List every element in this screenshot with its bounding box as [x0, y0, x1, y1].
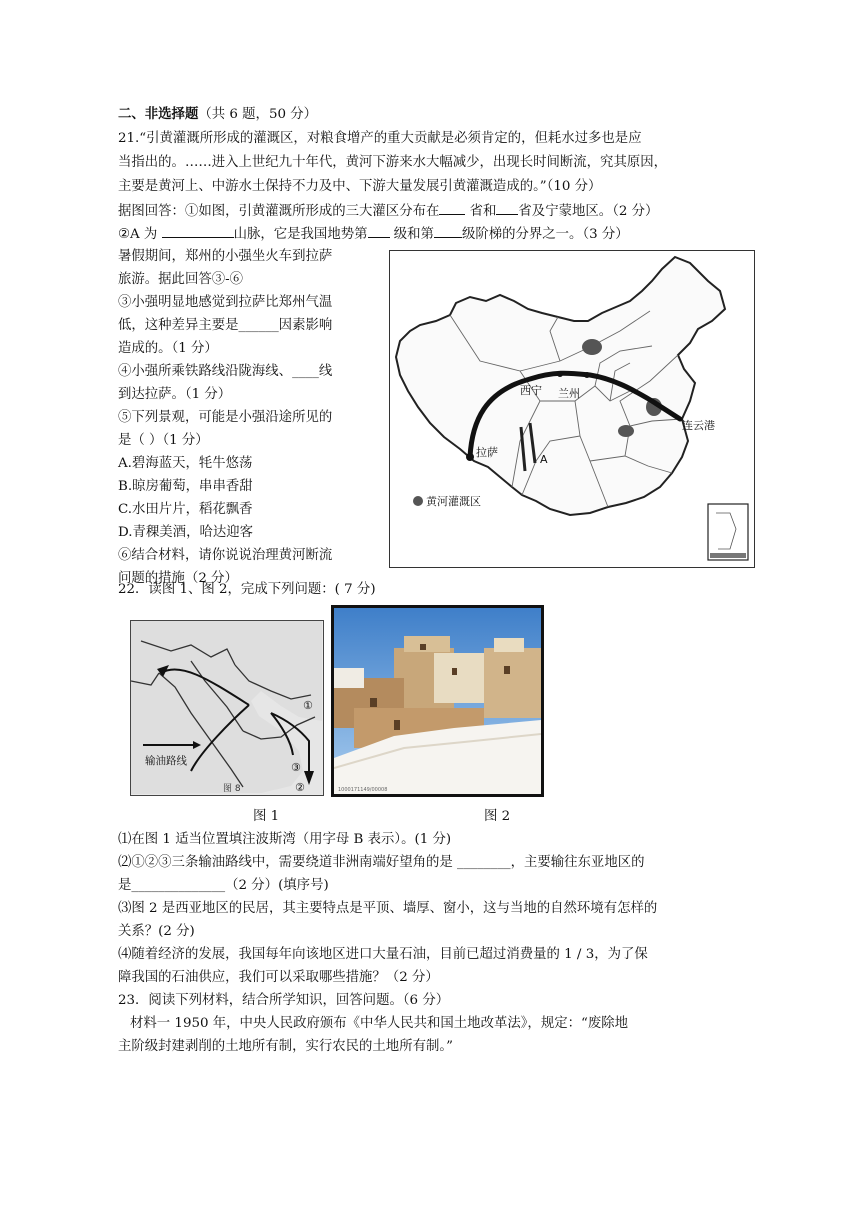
q21-left-line: 低，这种差异主要是______因素影响 — [118, 318, 333, 333]
q23-title: 23．阅读下列材料，结合所学知识，回答问题。（6 分） — [118, 993, 450, 1008]
q21-part-1-text-c: 省及宁蒙地区。（2 分） — [518, 204, 659, 219]
q21-left-line: 旅游。据此回答③-⑥ — [118, 272, 244, 287]
answer-blank[interactable] — [368, 222, 390, 238]
legend-irrigation: 黄河灌溉区 — [426, 495, 481, 508]
q21-left-line: ⑤下列景观，可能是小强沿途所见的 — [118, 410, 333, 425]
route-marker-2: ② — [295, 781, 305, 794]
q21-part-2-text-b: 山脉，它是我国地势第 — [233, 227, 368, 242]
q21-part-1-text-b: 省和 — [465, 204, 497, 219]
q21-left-line: ④小强所乘铁路线沿陇海线、____线 — [118, 364, 333, 379]
label-xining: 西宁 — [520, 384, 542, 397]
china-map — [389, 250, 755, 568]
q22-item-2: ⑵①②③三条输油路线中，需要绕道非洲南端好望角的是 ________，主要输往东亚地区的 — [118, 855, 645, 870]
map-small-caption: 图 8 — [223, 784, 241, 794]
q21-left-line: ③小强明显地感觉到拉萨比郑州气温 — [118, 295, 333, 310]
q21-part-2-text-c: 级和第 — [389, 227, 434, 242]
section-note: （共 6 题，50 分） — [198, 107, 318, 122]
china-map-drawing — [390, 251, 753, 566]
q21-left-line: 造成的。（1 分） — [118, 341, 218, 356]
route-marker-1: ① — [303, 699, 313, 712]
q21-left-line: ⑥结合材料，请你说说治理黄河断流 — [118, 548, 333, 563]
option-c: C.水田片片，稻花飘香 — [118, 502, 253, 517]
option-d: D.青稞美酒，哈达迎客 — [118, 525, 254, 540]
fig1-caption: 图 1 — [253, 809, 280, 824]
q21-left-line: 是（ ）（1 分） — [118, 433, 209, 448]
q21-part-2 — [118, 222, 629, 246]
q21-line-1: 21.“引黄灌溉所形成的灌溉区，对粮食增产的重大贡献是必须肯定的，但耗水过多也是应 — [118, 131, 642, 146]
q22-item-2-cont: 是______________（2 分）(填序号) — [118, 878, 329, 893]
q22-item-3-cont: 关系？(2 分) — [118, 924, 195, 939]
q21-left-line: 暑假期间，郑州的小强坐火车到拉萨 — [118, 249, 333, 264]
west-asia-dwelling-photo — [331, 605, 544, 797]
option-b: B.晾房葡萄，串串香甜 — [118, 479, 253, 494]
q21-line-2: 当指出的。……进入上世纪九十年代，黄河下游来水大幅减少，出现长时间断流，究其原因， — [118, 155, 668, 170]
q21-part-1-text-a: 据图回答：①如图，引黄灌溉所形成的三大灌区分布在 — [118, 204, 440, 219]
q21-left-line: 到达拉萨。（1 分） — [118, 387, 232, 402]
label-lianyungang: 连云港 — [682, 419, 715, 432]
q23-material-line-1: 材料一 1950 年，中央人民政府颁布《中华人民共和国土地改革法》，规定：“废除地 — [130, 1016, 629, 1031]
q21-part-2-text-d: 级阶梯的分界之一。（3 分） — [461, 227, 629, 242]
label-lanzhou: 兰州 — [558, 387, 580, 400]
q22-item-4-cont: 障我国的石油供应，我们可以采取哪些措施？（2 分） — [118, 970, 439, 985]
option-a: A.碧海蓝天，牦牛悠荡 — [118, 456, 253, 471]
route-legend-label: 输油路线 — [145, 755, 187, 767]
section-title: 二、非选择题 — [118, 106, 199, 122]
answer-blank[interactable] — [434, 222, 462, 238]
q21-line-3: 主要是黄河上、中游水土保持不力及中、下游大量发展引黄灌溉造成的。”（10 分） — [118, 179, 602, 194]
q21-left-line: 问题的措施（2 分） — [118, 571, 238, 586]
label-a: A — [540, 453, 548, 466]
answer-blank[interactable] — [496, 199, 518, 215]
q21-part-1 — [118, 199, 658, 223]
answer-blank[interactable] — [439, 199, 465, 215]
oil-route-map — [130, 620, 324, 796]
q22-title: 22．读图 1、图 2，完成下列问题：( 7 分) — [118, 582, 376, 597]
answer-blank[interactable] — [162, 222, 234, 238]
oil-route-drawing — [131, 621, 322, 794]
dwelling-photo-drawing — [334, 608, 541, 794]
q22-item-3: ⑶图 2 是西亚地区的民居，其主要特点是平顶、墙厚、窗小，这与当地的自然环境有怎样的 — [118, 901, 658, 916]
q21-part-2-text-a: ②A 为 — [118, 227, 162, 242]
fig2-caption: 图 2 — [484, 809, 511, 824]
label-lasa: 拉萨 — [476, 446, 498, 459]
q22-item-4: ⑷随着经济的发展，我国每年向该地区进口大量石油，目前已超过消费量的 1 / 3，为了保 — [118, 947, 648, 962]
q22-item-1: ⑴在图 1 适当位置填注波斯湾（用字母 B 表示）。(1 分) — [118, 832, 452, 847]
route-marker-3: ③ — [291, 761, 301, 774]
q23-material-line-2: 主阶级封建剥削的土地所有制，实行农民的土地所有制。” — [118, 1039, 453, 1054]
photo-watermark: 1000171149/00008 — [338, 787, 388, 793]
section-heading — [118, 103, 317, 126]
